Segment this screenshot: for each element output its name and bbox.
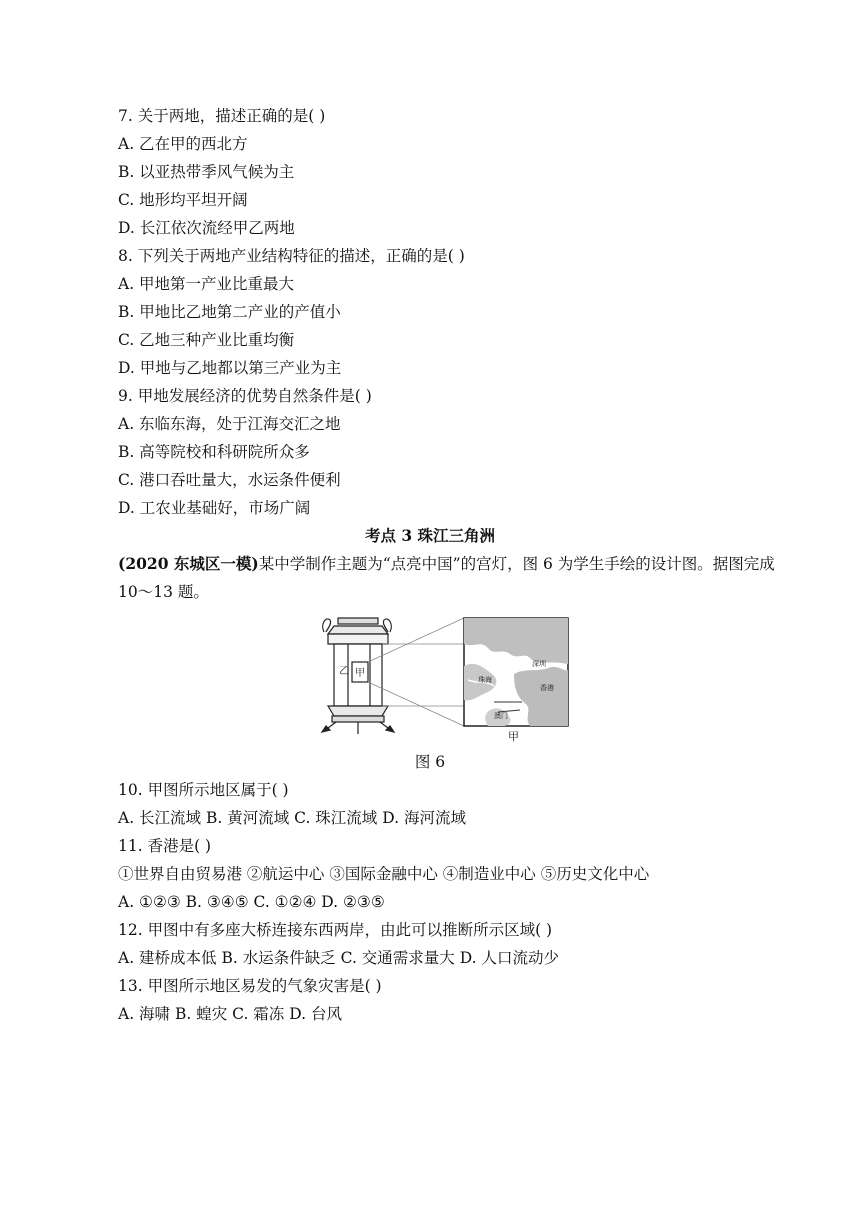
lantern-map-illustration	[318, 614, 578, 744]
q7-option-a: A. 乙在甲的西北方	[118, 135, 248, 153]
q9-option-d: D. 工农业基础好，市场广阔	[118, 499, 311, 517]
q7-option-b: B. 以亚热带季风气候为主	[118, 163, 295, 181]
map-place-shenzhen: 深圳	[532, 661, 546, 668]
q13-options: A. 海啸 B. 蝗灾 C. 霜冻 D. 台风	[118, 1005, 342, 1023]
q12-stem: 12. 甲图中有多座大桥连接东西两岸，由此可以推断所示区域( )	[118, 921, 553, 939]
q9-option-c: C. 港口吞吐量大，水运条件便利	[118, 471, 341, 489]
q10-options: A. 长江流域 B. 黄河流域 C. 珠江流域 D. 海河流域	[118, 809, 466, 827]
q7-stem: 7. 关于两地，描述正确的是( )	[118, 107, 326, 125]
map-place-macau: 澳门	[494, 713, 508, 720]
lantern-label-panel: 甲	[355, 668, 365, 679]
intro-source: (2020 东城区一模)	[118, 554, 259, 573]
q13-stem: 13. 甲图所示地区易发的气象灾害是( )	[118, 977, 382, 995]
map-label: 甲	[508, 731, 519, 743]
q7-option-c: C. 地形均平坦开阔	[118, 191, 248, 209]
section-title: 考点 3 珠江三角洲	[364, 526, 496, 545]
q9-stem: 9. 甲地发展经济的优势自然条件是( )	[118, 387, 372, 405]
q11-stem: 11. 香港是( )	[118, 837, 212, 855]
map-place-hongkong: 香港	[540, 685, 554, 692]
q12-options: A. 建桥成本低 B. 水运条件缺乏 C. 交通需求量大 D. 人口流动少	[118, 949, 559, 967]
q11-options: A. ①②③ B. ③④⑤ C. ①②④ D. ②③⑤	[118, 893, 385, 911]
q9-option-b: B. 高等院校和科研院所众多	[118, 443, 310, 461]
q11-choices: ①世界自由贸易港 ②航运中心 ③国际金融中心 ④制造业中心 ⑤历史文化中心	[118, 865, 650, 883]
map-place-zhuhai: 珠海	[478, 677, 492, 684]
map-frame	[464, 618, 568, 726]
intro-paragraph	[118, 550, 784, 606]
q8-option-c: C. 乙地三种产业比重均衡	[118, 331, 295, 349]
lantern-label-left: 乙	[339, 666, 349, 677]
q9-option-a: A. 东临东海，处于江海交汇之地	[118, 415, 341, 433]
q7-option-d: D. 长江依次流经甲乙两地	[118, 219, 295, 237]
intro-text: 某中学制作主题为“点亮中国”的宫灯，图 6 为学生手绘的设计图。据图完成 10～13 题。	[118, 555, 775, 601]
figure-6	[318, 614, 578, 744]
q10-stem: 10. 甲图所示地区属于( )	[118, 781, 289, 799]
q8-stem: 8. 下列关于两地产业结构特征的描述，正确的是( )	[118, 247, 465, 265]
q8-option-b: B. 甲地比乙地第二产业的产值小	[118, 303, 341, 321]
q8-option-a: A. 甲地第一产业比重最大	[118, 275, 295, 293]
figure-caption: 图 6	[414, 753, 446, 771]
q8-option-d: D. 甲地与乙地都以第三产业为主	[118, 359, 342, 377]
